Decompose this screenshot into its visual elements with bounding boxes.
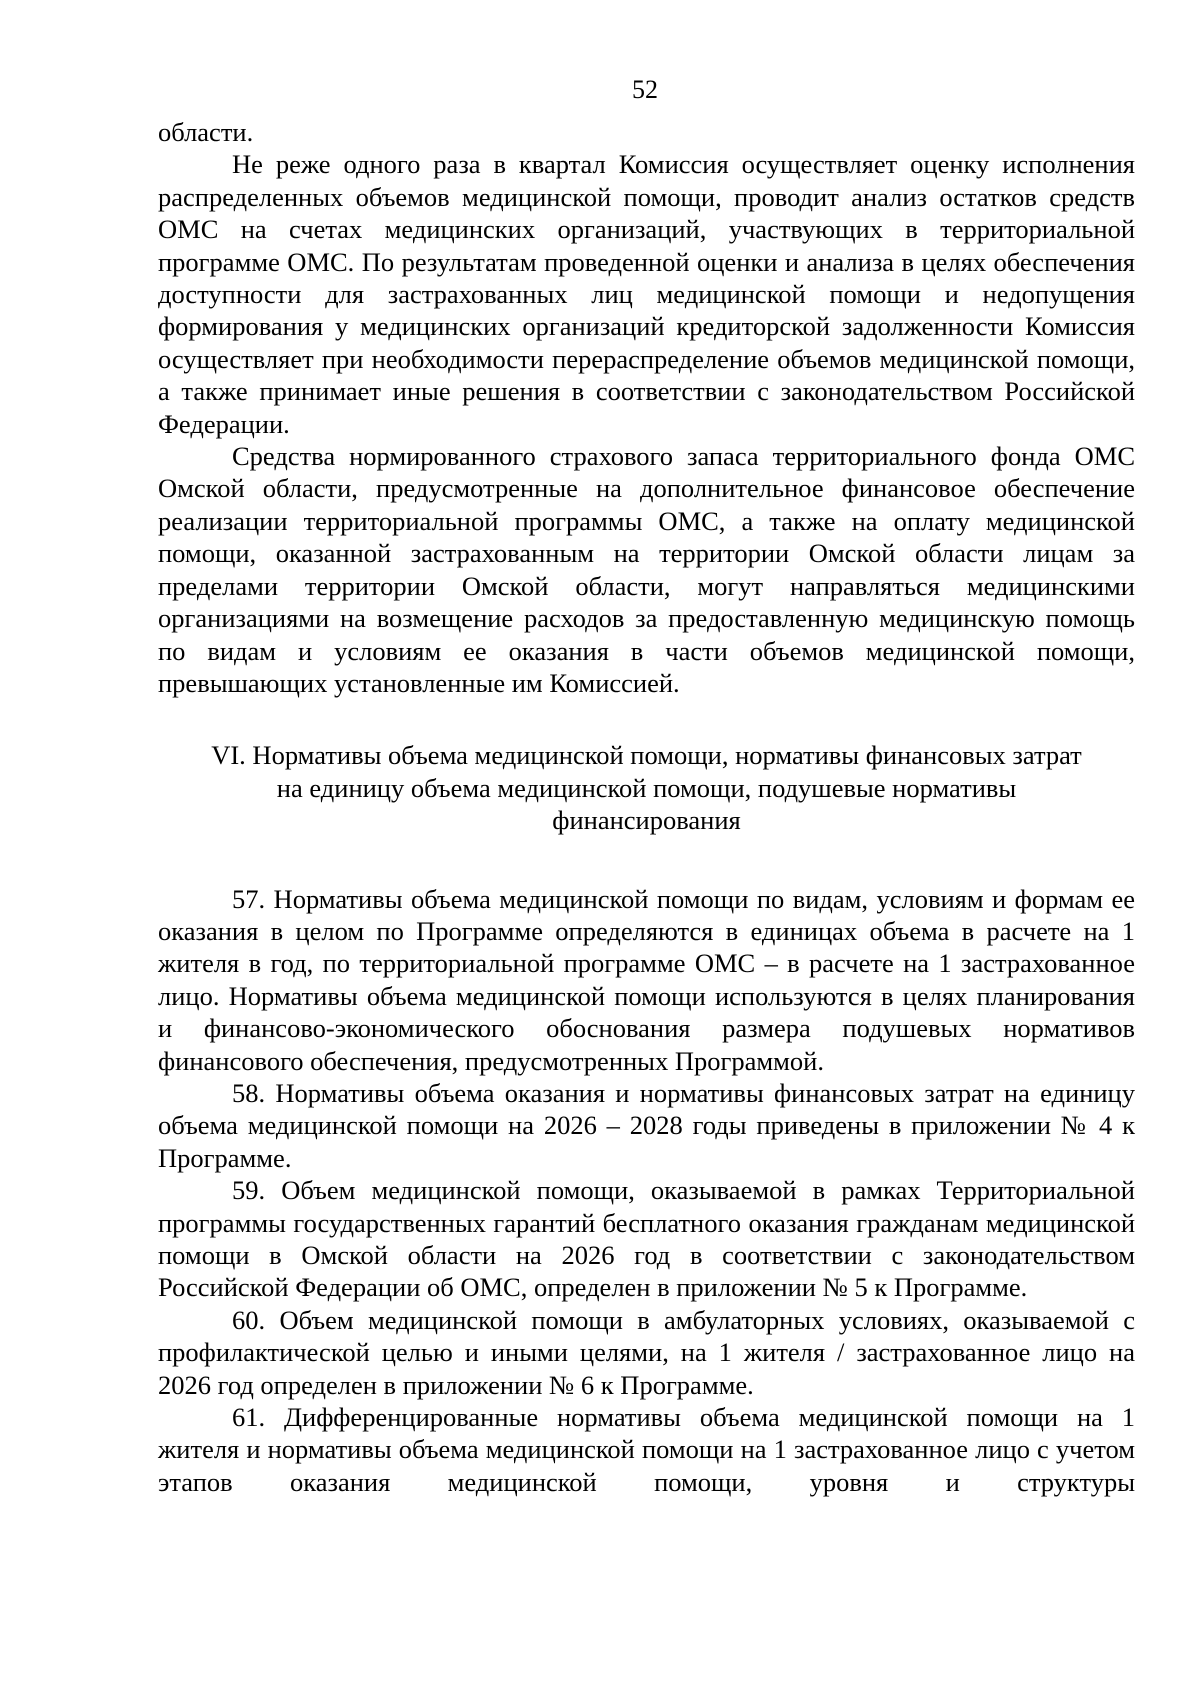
document-body [158, 116, 1135, 1498]
paragraph-continuation: области. [158, 117, 254, 147]
paragraph-item-57: 57. Нормативы объема медицинской помощи по видам, условиям и формам ее оказания в целом по Программе определяются в единицах объема в расчете на 1 жителя в год, по территориальной программе ОМС – в расчете на 1 застрахованное лицо. Нормативы объема медицинской помощи используются в целях планирования и финансово-экономического обоснования размера подушевых нормативов финансового обеспечения, предусмотренных Программой. [158, 883, 1135, 1076]
section-heading-line: VI. Нормативы объема медицинской помощи, нормативы финансовых затрат [211, 740, 1082, 771]
section-heading-line: на единицу объема медицинской помощи, подушевые нормативы [276, 772, 1017, 803]
page-number: 52 [632, 75, 658, 104]
section-heading-line: финансирования [552, 805, 741, 836]
paragraph-item-60: 60. Объем медицинской помощи в амбулаторных условиях, оказываемой с профилактической целью и иными целями, на 1 жителя / застрахованное лицо на 2026 год определен в приложении № 6 к Программе. [158, 1304, 1135, 1400]
section-heading [158, 739, 1135, 836]
paragraph-item-59: 59. Объем медицинской помощи, оказываемой в рамках Территориальной программы государственных гарантий бесплатного оказания гражданам медицинской помощи в Омской области на 2026 год в соответствии с законодательством Российской Федерации об ОМС, определен в приложении № 5 к Программе. [158, 1175, 1135, 1303]
paragraph-item-58: 58. Нормативы объема оказания и нормативы финансовых затрат на единицу объема медицинской помощи на 2026 – 2028 годы приведены в приложении № 4 к Программе. [158, 1077, 1135, 1173]
paragraph-commission-assessment: Не реже одного раза в квартал Комиссия осуществляет оценку исполнения распределенных объемов медицинской помощи, проводит анализ остатков средств ОМС на счетах медицинских организаций, участвующих в территориальной программе ОМС. По результатам проведенной оценки и анализа в целях обеспечения доступности для застрахованных лиц медицинской помощи и недопущения формирования у медицинских организаций кредиторской задолженности Комиссия осуществляет при необходимости перераспределение объемов медицинской помощи, а также принимает иные решения в соответствии с законодательством Российской Федерации. [158, 149, 1135, 439]
paragraph-insurance-reserve: Средства нормированного страхового запаса территориального фонда ОМС Омской области, предусмотренные на дополнительное финансовое обеспечение реализации территориальной программы ОМС, а также на оплату медицинской помощи, оказанной застрахованным на территории Омской области лицам за пределами территории Омской области, могут направляться медицинскими организациями на возмещение расходов за предоставленную медицинскую помощь по видам и условиям ее оказания в части объемов медицинской помощи, превышающих установленные им Комиссией. [158, 441, 1135, 698]
paragraph-item-61: 61. Дифференцированные нормативы объема медицинской помощи на 1 жителя и нормативы объема медицинской помощи на 1 застрахованное лицо с учетом этапов оказания медицинской помощи, уровня и структуры [158, 1402, 1135, 1497]
